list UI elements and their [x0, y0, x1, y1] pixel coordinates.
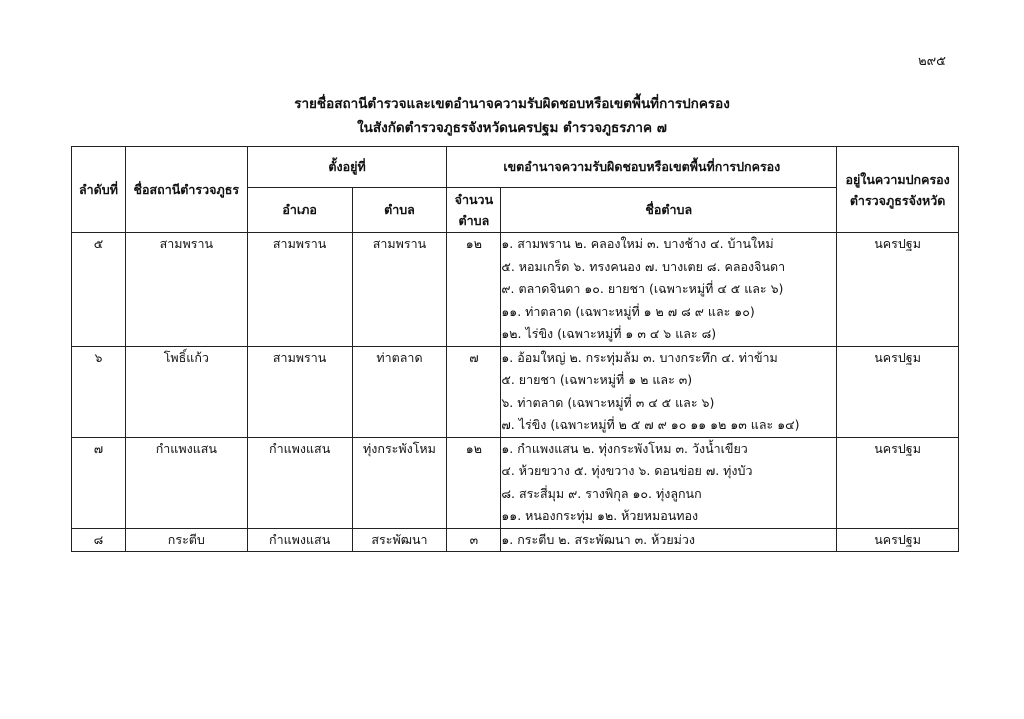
cell-station [125, 437, 247, 528]
cell-subdistrict [352, 346, 447, 437]
cell-province [837, 346, 959, 437]
subdistrict-line: ๔. ห้วยขวาง ๕. ทุ่งขวาง ๖. ดอนข่อย ๗. ทุ่งบัว [501, 463, 753, 478]
page-number: ๒๙๕ [918, 54, 946, 69]
cell-subdistrict-names [501, 437, 837, 528]
cell-station [125, 528, 247, 552]
cell-order [72, 346, 126, 437]
cell-order [72, 437, 126, 528]
subdistrict-line: ๑๑. หนองกระทุ่ม ๑๒. ห้วยหมอนทอง [501, 508, 699, 523]
cell-subdistrict [352, 233, 447, 347]
cell-order [72, 528, 126, 552]
cell-province [837, 437, 959, 528]
header-province-line-1: อยู่ในความปกครอง [845, 171, 950, 187]
count-value: ๓ [469, 531, 479, 547]
subdistrict-line: ๘. สระสี่มุม ๙. รางพิกุล ๑๐. ทุ่งลูกนก [501, 485, 702, 501]
subdistrict-line: ๑. กระตีบ ๒. สระพัฒนา ๓. ห้วยม่วง [501, 531, 696, 547]
count-value: ๑๒ [465, 236, 482, 251]
subdistrict-value: สามพราน [372, 236, 427, 251]
order-value: ๕ [93, 236, 104, 251]
subdistrict-line: ๙. ตลาดจินดา ๑๐. ยายชา (เฉพาะหมู่ที่ ๔ ๕ และ ๖) [501, 281, 784, 296]
district-value: กำแพงแสน [269, 531, 331, 547]
district-value: กำแพงแสน [269, 440, 331, 456]
cell-count [447, 437, 501, 528]
subdistrict-line: ๖. ท่าตลาด (เฉพาะหมู่ที่ ๓ ๔ ๕ และ ๖) [501, 394, 715, 410]
subdistrict-line: ๕. ยายชา (เฉพาะหมู่ที่ ๑ ๒ และ ๓) [501, 372, 693, 387]
station-value: โพธิ์แก้ว [163, 349, 209, 365]
subdistrict-value: ทุ่งกระพังโหม [363, 440, 436, 456]
header-district: อำเภอ [247, 188, 352, 233]
cell-province [837, 528, 959, 552]
subdistrict-line: ๑. อ้อมใหญ่ ๒. กระทุ่มล้ม ๓. บางกระทึก ๔. ท่าข้าม [501, 349, 778, 365]
cell-district [247, 346, 352, 437]
cell-district [247, 528, 352, 552]
header-order: ลำดับที่ [72, 147, 126, 233]
district-value: สามพราน [272, 349, 327, 365]
cell-subdistrict-names [501, 528, 837, 552]
cell-subdistrict [352, 437, 447, 528]
subdistrict-line: ๑๑. ท่าตลาด (เฉพาะหมู่ที่ ๑ ๒ ๗ ๘ ๙ และ ๑๐) [501, 303, 755, 319]
subdistrict-value: สระพัฒนา [371, 531, 428, 547]
table-row [72, 233, 959, 347]
header-subdistrict: ตำบล [352, 188, 447, 233]
document-title [0, 92, 1024, 140]
table-row [72, 528, 959, 552]
title-line-2: ในสังกัดตำรวจภูธรจังหวัดนครปฐม ตำรวจภูธรภาค ๗ [357, 120, 667, 136]
cell-station [125, 233, 247, 347]
order-value: ๘ [93, 531, 104, 547]
station-value: กำแพงแสน [155, 440, 217, 456]
subdistrict-line: ๗. ไร่ขิง (เฉพาะหมู่ที่ ๒ ๕ ๗ ๙ ๑๐ ๑๑ ๑๒ ๑๓ และ ๑๔) [501, 417, 800, 432]
cell-district [247, 437, 352, 528]
cell-district [247, 233, 352, 347]
title-line-1: รายชื่อสถานีตำรวจและเขตอำนาจความรับผิดชอบหรือเขตพื้นที่การปกครอง [294, 96, 730, 112]
header-station: ชื่อสถานีตำรวจภูธร [125, 147, 247, 233]
subdistrict-value: ท่าตลาด [376, 349, 423, 365]
province-value: นครปฐม [874, 531, 921, 547]
table-row [72, 437, 959, 528]
cell-subdistrict-names [501, 233, 837, 347]
subdistrict-line: ๑. สามพราน ๒. คลองใหม่ ๓. บางช้าง ๔. บ้านใหม่ [501, 236, 774, 251]
station-value: กระตีบ [167, 531, 205, 547]
cell-subdistrict [352, 528, 447, 552]
cell-province [837, 233, 959, 347]
table-body [72, 233, 959, 552]
cell-order [72, 233, 126, 347]
province-value: นครปฐม [874, 440, 921, 456]
cell-count [447, 346, 501, 437]
province-value: นครปฐม [874, 349, 921, 365]
district-value: สามพราน [272, 236, 327, 251]
police-station-table [71, 146, 959, 552]
header-subdistrict-names: ชื่อตำบล [501, 188, 837, 233]
table-row [72, 346, 959, 437]
order-value: ๗ [93, 440, 104, 456]
order-value: ๖ [94, 349, 103, 365]
header-count-line-1: จำนวน [454, 192, 494, 207]
cell-subdistrict-names [501, 346, 837, 437]
station-value: สามพราน [159, 236, 214, 251]
header-count [447, 188, 501, 233]
cell-count [447, 233, 501, 347]
subdistrict-line: ๕. หอมเกร็ด ๖. ทรงคนอง ๗. บางเตย ๘. คลองจินดา [501, 258, 786, 274]
header-province [837, 147, 959, 233]
cell-station [125, 346, 247, 437]
cell-count [447, 528, 501, 552]
subdistrict-line: ๑. กำแพงแสน ๒. ทุ่งกระพังโหม ๓. วังน้ำเขียว [501, 440, 748, 456]
count-value: ๗ [469, 349, 479, 365]
count-value: ๑๒ [465, 440, 482, 456]
subdistrict-line: ๑๒. ไร่ขิง (เฉพาะหมู่ที่ ๑ ๓ ๔ ๖ และ ๘) [501, 326, 717, 341]
header-province-line-2: ตำรวจภูธรจังหวัด [849, 192, 946, 208]
header-jurisdiction: เขตอำนาจความรับผิดชอบหรือเขตพื้นที่การปกครอง [447, 147, 837, 188]
province-value: นครปฐม [874, 236, 921, 251]
header-location: ตั้งอยู่ที่ [247, 147, 447, 188]
header-count-line-2: ตำบล [458, 213, 490, 228]
